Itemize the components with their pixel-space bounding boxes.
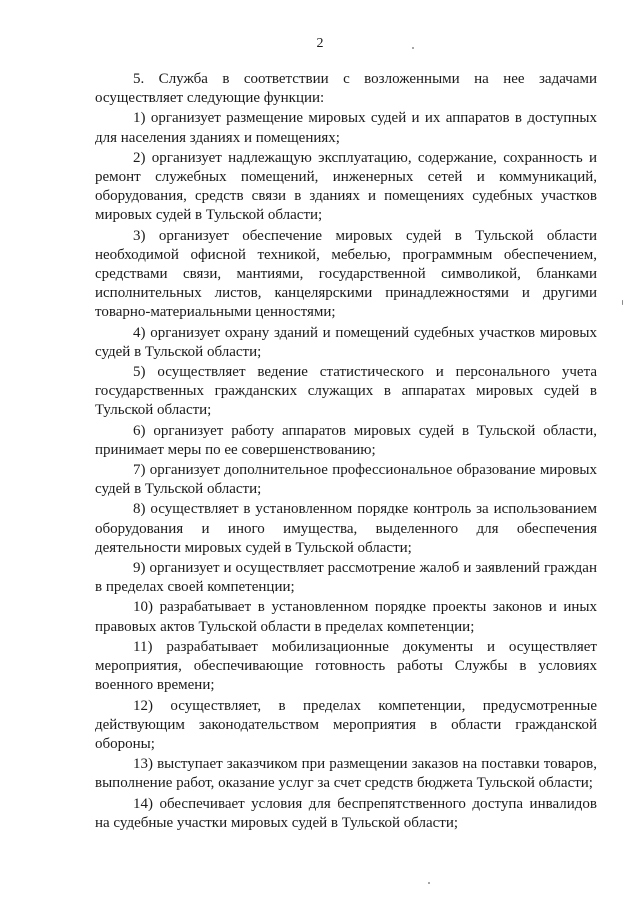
function-item-11: 11) разрабатывает мобилизационные документы и осуществляет мероприятия, обеспечивающие готовность работы Службы в условиях военного времени; xyxy=(95,638,597,694)
function-item-14: 14) обеспечивает условия для беспрепятственного доступа инвалидов на судебные участки мировых судей в Тульской области; xyxy=(95,795,597,831)
function-item-3: 3) организует обеспечение мировых судей в Тульской области необходимой офисной техникой, мебелью, программным обеспечением, средствами связи, мантиями, государственной символикой, бланками исполнительных листов, канцелярскими принадлежностями и другими товарно-материальными ценностями; xyxy=(95,227,597,321)
function-item-9: 9) организует и осуществляет рассмотрение жалоб и заявлений граждан в пределах своей компетенции; xyxy=(95,560,597,596)
document-body xyxy=(95,70,597,834)
function-item-5: 5) осуществляет ведение статистического и персонального учета государственных гражданских служащих в аппаратах мировых судей в Тульской области; xyxy=(95,364,597,419)
function-item-6: 6) организует работу аппаратов мировых судей в Тульской области, принимает меры по ее совершенствованию; xyxy=(95,422,597,458)
function-item-2: 2) организует надлежащую эксплуатацию, содержание, сохранность и ремонт служебных помещений, инженерных сетей и коммуникаций, оборудования, средств связи в зданиях и помещениях судебных участков мировых судей в Тульской области; xyxy=(95,149,597,224)
function-item-7: 7) организует дополнительное профессиональное образование мировых судей в Тульской области; xyxy=(95,462,597,498)
scan-speck xyxy=(412,47,414,49)
function-item-10: 10) разрабатывает в установленном порядке проекты законов и иных правовых актов Тульской области в пределах компетенции; xyxy=(95,599,597,635)
scan-speck xyxy=(622,300,623,305)
function-item-13: 13) выступает заказчиком при размещении заказов на поставки товаров, выполнение работ, оказание услуг за счет средств бюджета Тульской области; xyxy=(95,756,597,792)
function-item-4: 4) организует охрану зданий и помещений судебных участков мировых судей в Тульской области; xyxy=(95,324,597,360)
function-item-1: 1) организует размещение мировых судей и их аппаратов в доступных для населения зданиях и помещениях; xyxy=(95,110,597,146)
page-number: 2 xyxy=(316,36,324,51)
paragraph-functions-intro: 5. Служба в соответствии с возложенными на нее задачами осуществляет следующие функции: xyxy=(95,71,597,107)
scan-speck xyxy=(428,882,430,884)
function-item-8: 8) осуществляет в установленном порядке контроль за использованием оборудования и иного имущества, выделенного для обеспечения деятельности мировых судей в Тульской области; xyxy=(95,501,597,556)
function-item-12: 12) осуществляет, в пределах компетенции, предусмотренные действующим законодательством мероприятия в области гражданской обороны; xyxy=(95,697,597,752)
